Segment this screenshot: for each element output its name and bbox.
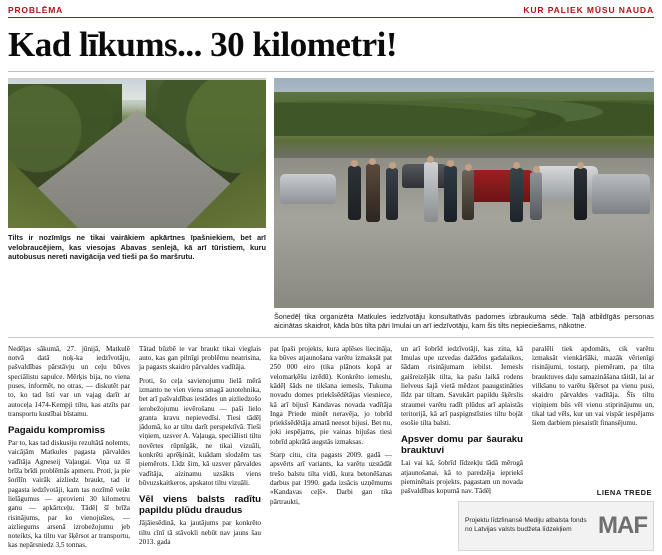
sponsor-text: Projektu līdzfinansē Mediju atbalsta fonds no Latvijas valsts budžeta līdzekļiem xyxy=(465,517,587,533)
person xyxy=(348,166,361,220)
paragraph: un arī šobrīd iedzīvotāji, kas zina, kā Imulas upe uzvedas dažādos gadalaikos, šādam risinājumam iebilst. Iemesls gaišreizējāk tilta, ka pašu laikā rodens lielveus šajā vietā mēdzot paaugstināties līdz par tiltam. Savukārt papildu šķērslis straumei varētu radīt plūdus arī aplaistās teritorijā, kā arī paspignstīsties tiltu bojāt esošie tilta balsti. xyxy=(401,344,523,428)
car xyxy=(280,174,336,204)
person-head xyxy=(577,162,584,169)
meeting-image xyxy=(274,78,654,308)
paragraph: Par to, kas tad diskusiju rezultātā nolemts, vaicājām Matkules pagasta pārvaldes vadītāja Agneseij Vaļaugai. Viņa uz šī brīža brīdi problēmās apmeru. Proti, ja pie šorīlīn vairāk aizliedz braukt, tad ir pagasta iedzīvotāji, kam tas nozīmē veikt lielāgumus — aprovieni 30 kilometru ganu — apkārtceļu. Tādēļ šī brīža risinājums, par ko vienojušies, — aizliegums arsenā izrobežojumu jeb noteikts, ka tiltu var šķērsot ar transportu, kas nepārsniedz 3,5 tonnas. xyxy=(8,439,130,550)
background-treeline xyxy=(274,92,654,136)
photo-forest-road xyxy=(8,78,266,228)
person-head xyxy=(389,162,396,169)
subheading-pagaidu-kompromiss: Pagaidu kompromiss xyxy=(8,425,106,437)
newspaper-page xyxy=(0,3,662,553)
section-kicker-left: PROBLĒMA xyxy=(8,5,64,15)
person xyxy=(530,172,542,220)
paragraph: Tātad būzbē te var braukt tikai vieglais auto, kas gan pilnīgi problēmu neatrisina, ja pagasts skaidro pārvaldes vadītāja. xyxy=(139,344,261,372)
sponsor-box xyxy=(458,501,654,551)
byline: LIENA TREDE xyxy=(596,488,652,497)
person xyxy=(574,168,587,220)
car xyxy=(592,174,650,214)
person xyxy=(510,168,523,222)
paragraph: Starp citu, cita pagasts 2009. gadā — apsvērts arī variants, ka varētu uzstādāt trešo balstu tilta vidū, kura betonēšanas darbus pat 1990. gada izsācis uzņēmums «Kandavas ceļš». Darbi gan tika pārtraukti, xyxy=(270,451,392,506)
car xyxy=(470,170,534,202)
columns-divider xyxy=(8,337,654,338)
section-kicker-right: KUR PALIEK MŪSU NAUDA xyxy=(523,5,654,15)
person-head xyxy=(513,162,520,169)
person-head xyxy=(427,156,434,163)
person xyxy=(366,164,380,222)
subheading-vel-viens-balsts: Vēl viens balsts radītu papildu plūdu draudus xyxy=(139,494,261,517)
road-image xyxy=(8,78,266,228)
paragraph: pat īpaši projekts, kura aplēses liecināja, ka būves atjaunošana varētu izmaksāt pat 250 000 eiro (tika plānots kopā ar velomarķēšu izrēdū). Konkrēto iemeslu, kādēļ šāds ne tikšana iemesls, Tukuma novadu domes priekšsēdētājas viesniece, kā arī bijusī Kandavas novada vadītāja Inga Priede minēt neravēja, jo tobrīd priekšsēdētāja amatā neesot bijusi. Bet nu, joki iespējams, pie vainas bijušas tiesi tobrīd apkrātā augstās izmaksas. xyxy=(270,344,392,446)
paragraph: paralēli tiek apdomāts, cik varētu izmaksāt vienkāršāki, mazāk vērienīgi risinājumi, tostarp, piemēram, pa tilta brauktuves daļu samazināšana tāitāl, lai ar vilkšanu to varētu šķērsot pa vienu pusi, skaidro pārvaldes vadītāja. Šīs tiltu viņiņiem būs vēl vienu stiprinājumu un, tikal tad vēls, kur un vai vispār iespējams šiem darbiem piesaistīt finansējumu. xyxy=(532,344,654,428)
caption-right-photo: Šonedēļ tika organizēta Matkules iedzīvotāju konsultatīvās padomes izbraukuma sēde. Taļā atbildīgās personas aicinātas skaidrot, kāda būs tilta pāri Imulai un arī iedzīvotāju, kam šis tilts nepieciešams, nākotne. xyxy=(274,312,654,331)
page-title: Kad līkums... 30 kilometri! xyxy=(8,25,398,64)
person xyxy=(386,168,398,220)
headline-divider xyxy=(8,71,654,72)
maf-logo: MAF xyxy=(598,512,647,539)
person-head xyxy=(533,166,540,173)
page-header-bar xyxy=(8,3,654,18)
column-2 xyxy=(139,345,261,555)
person-head xyxy=(351,160,358,167)
person xyxy=(462,170,474,220)
column-3 xyxy=(270,345,392,555)
paragraph: Nedēļas sākumā, 27. jūnijā, Matkulē notvā datā noķ-ka iedzīvotāju, pašvaldības pārstāvju un ceļu būves speciālistu sapulce. Mērķis bija, no viena puses, informēt, no otras, — diskutēt par to, ko tad īsti var un vajag darīt ar autoceļa 1474-Kempji tiltu, kas atzīts par transportu kustībai bīstamu. xyxy=(8,344,130,418)
person-head xyxy=(447,160,454,167)
caption-left-photo: Tilts ir nozīmīgs ne tikai vairākiem apkārtnes īpašniekiem, bet arī velobraucējiem, kas viesojas Abavas senlejā, kā arī tūristiem, kuru autobusus nereti navigācija ved tieši pa šo maršrutu. xyxy=(8,233,266,262)
person xyxy=(444,166,457,222)
subheading-apsver-domu: Apsver domu par šauraku brauktuvi xyxy=(401,434,523,457)
person-head xyxy=(465,164,472,171)
paragraph: Proti, šo ceļa savienojumu lielā mērā izmanto ne vien viena smagā autotehnika, bet arī pašvaldības iestādes un aizliedzošo ierobežojumu ievērošanu — paši lielo granta kravu nepievedīsi. Tiesi tādēļ jādomā, ko ar tiltu darīt perspektīvā. Tieši viņiem, uzsver A. Vaļauga, speciālisti tiltu novērtes rūpnīgāk, ne tikai vizuāli, konkrēti aprēķināt, kuādam slodzēm tas piemērots. Līdz šim, kā uzsver pārvaldes vadītāja, aizinamu uzsākts viens būvuzskaitkeros, apskatot tiltu vizuāli. xyxy=(139,376,261,487)
person-head xyxy=(369,158,376,165)
car xyxy=(536,166,598,200)
paragraph: Jājāiesēdinā, ka jautājums par konkrēto tiltu cīnī tā stāvokli nebūt nav jauns šau 2013. gada xyxy=(139,519,261,546)
photo-people-cars xyxy=(274,78,654,308)
column-1 xyxy=(8,345,130,555)
photo-row xyxy=(8,78,654,331)
person xyxy=(424,162,438,222)
paragraph: Lai vai kā, šobrīd līdzekļu tādā mērogā atjaunošanai, kā to paredzēja iepriekš pieminētais projekts, pagastam un novada pašvaldības kopumā nav. Tādēļ xyxy=(401,459,523,496)
